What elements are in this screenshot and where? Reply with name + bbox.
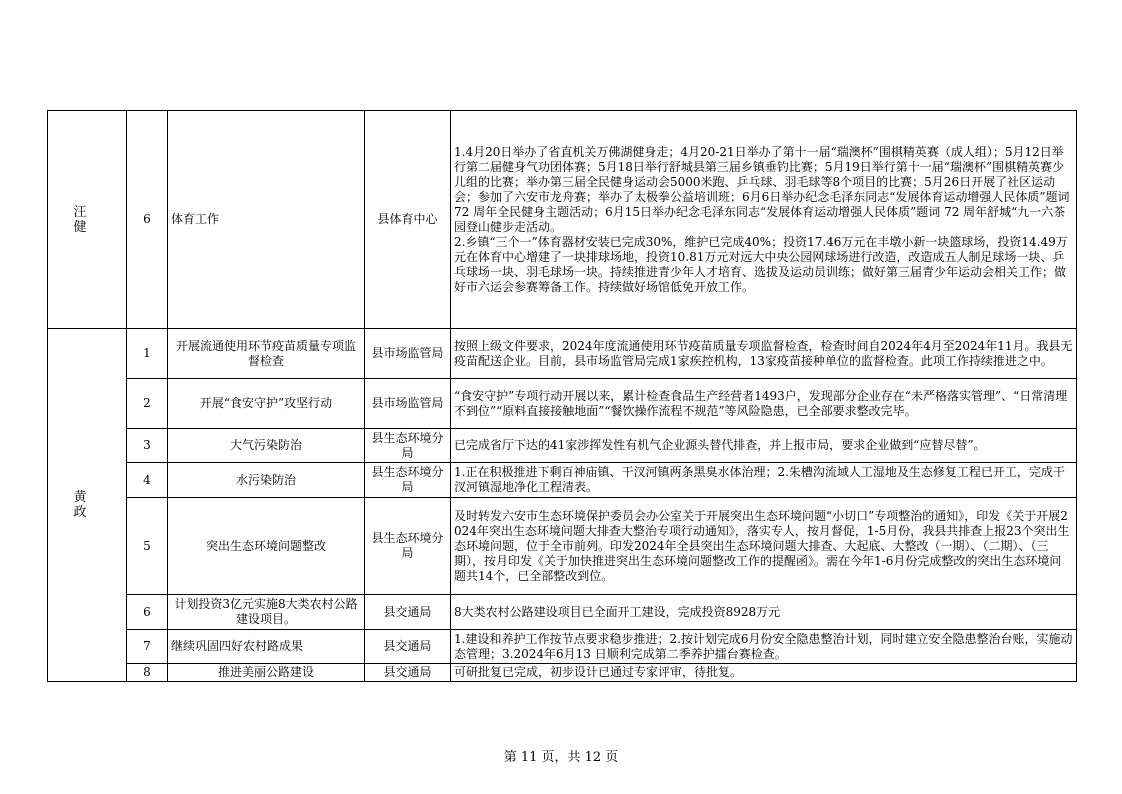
content-cell: 1.正在积极推进下剩百神庙镇、干汊河镇两条黑臭水体治理；2.朱槽沟流域人工湿地及生态修复工程已开工，完成干汊河镇湿地净化工程清表。 bbox=[451, 463, 1077, 498]
table-row bbox=[48, 498, 1077, 595]
task-cell: 继续巩固四好农村路成果 bbox=[168, 630, 365, 664]
table-row bbox=[48, 664, 1077, 682]
content-cell: 8大类农村公路建设项目已全面开工建设，完成投资8928万元 bbox=[451, 595, 1077, 630]
task-cell: 体育工作 bbox=[168, 111, 365, 329]
unit-cell: 县生态环境分局 bbox=[365, 429, 451, 463]
number-cell: 1 bbox=[127, 329, 168, 379]
content-cell: 及时转发六安市生态环境保护委员会办公室关于开展突出生态环境问题“小切口”专项整治的通知》，印发《关于开展2024年突出生态环境问题大排查大整治专项行动通知》，落实专人，按月督促，1-5月份，我县共排查上报23个突出生态环境问题，位于全市前列。印发2024年全县突出生态环境问题大排查、大起底、大整改（一期）、（二期）、（三期），按月印发《关于加快推进突出生态环境问题整改工作的提醒函》。需在今年1-6月份完成整改的突出生态环境问题共14个，已全部整改到位。 bbox=[451, 498, 1077, 595]
table-row bbox=[48, 630, 1077, 664]
unit-cell: 县生态环境分局 bbox=[365, 463, 451, 498]
table-row bbox=[48, 329, 1077, 379]
unit-cell: 县交通局 bbox=[365, 595, 451, 630]
table-row bbox=[48, 111, 1077, 329]
task-cell: 开展“食安守护”攻坚行动 bbox=[168, 379, 365, 429]
content-cell: 1.建设和养护工作按节点要求稳步推进；2.按计划完成6月份安全隐患整治计划，同时建立安全隐患整治台账，实施动态管理；3.2024年6月13 日顺利完成第二季养护擂台赛检查。 bbox=[451, 630, 1077, 664]
number-cell: 6 bbox=[127, 111, 168, 329]
number-cell: 7 bbox=[127, 630, 168, 664]
unit-cell: 县交通局 bbox=[365, 630, 451, 664]
task-cell: 大气污染防治 bbox=[168, 429, 365, 463]
person-cell: 汪 健 bbox=[48, 111, 127, 329]
unit-cell: 县体育中心 bbox=[365, 111, 451, 329]
page-footer: 第 11 页，共 12 页 bbox=[503, 750, 619, 765]
number-cell: 4 bbox=[127, 463, 168, 498]
content-cell: 已完成省厅下达的41家涉挥发性有机气企业源头替代排查，并上报市局，要求企业做到“应替尽替”。 bbox=[451, 429, 1077, 463]
task-cell: 开展流通使用环节疫苗质量专项监督检查 bbox=[168, 329, 365, 379]
content-text: 1.4月20日举办了省直机关万佛湖健身走；4月20-21日举办了第十一届“瑞澳杯”围棋精英赛（成人组）；5月12日举行第二届健身气功团体赛；5月18日举行舒城县第三届乡镇垂钓比赛；5月19日举行第十一届“瑞澳杯”围棋精英赛少儿组的比赛；举办第三届全民健身运动会5000米跑、乒乓球、羽毛球等8个项目的比赛；5月26日开展了社区运动会；参加了六安市龙舟赛；举办了太极拳公益培训班；6月6日举办纪念毛泽东同志“发展体育运动增强人民体质”题词 72 周年全民健身主题活动；6月15日举办纪念毛泽东同志“发展体育运动增强人民体质”题词 72 周年舒城“九一六茶园登山健步走活动。 2.乡镇“三个一”体育器材安装已完成30%，维护已完成40%；投资17.46万元在丰墩小新一块篮球场，投资14.49万元在体育中心增建了一块排球场地，投资10.81万元对远大中央公园网球场进行改造，改造成五人制足球场一块、乒乓球场一块、羽毛球场一块。持续推进青少年人才培育、选拔及运动员训练；做好第三届青少年运动会相关工作；做好市六运会参赛筹备工作。持续做好场馆低免开放工作。 bbox=[454, 144, 1070, 294]
table-row bbox=[48, 595, 1077, 630]
work-progress-table bbox=[47, 110, 1077, 682]
table-row bbox=[48, 429, 1077, 463]
unit-cell: 县交通局 bbox=[365, 664, 451, 682]
number-cell: 5 bbox=[127, 498, 168, 595]
person-cell: 黄 政 bbox=[48, 329, 127, 682]
content-cell bbox=[451, 111, 1077, 329]
content-cell: 按照上级文件要求，2024年度流通使用环节疫苗质量专项监督检查，检查时间自2024年4月至2024年11月。我县无疫苗配送企业。目前，县市场监管局完成1家疾控机构，13家疫苗接种单位的监督检查。此项工作持续推进之中。 bbox=[451, 329, 1077, 379]
task-cell: 水污染防治 bbox=[168, 463, 365, 498]
table-row bbox=[48, 379, 1077, 429]
task-cell: 突出生态环境问题整改 bbox=[168, 498, 365, 595]
table-row bbox=[48, 463, 1077, 498]
unit-cell: 县市场监管局 bbox=[365, 379, 451, 429]
number-cell: 8 bbox=[127, 664, 168, 682]
content-cell: “食安守护”专项行动开展以来，累计检查食品生产经营者1493户，发现部分企业存在“未严格落实管理”、“日常清理不到位”“原料直接接触地面”“餐饮操作流程不规范”等风险隐患，已全部要求整改完毕。 bbox=[451, 379, 1077, 429]
number-cell: 6 bbox=[127, 595, 168, 630]
unit-cell: 县市场监管局 bbox=[365, 329, 451, 379]
unit-cell: 县生态环境分局 bbox=[365, 498, 451, 595]
task-cell: 推进美丽公路建设 bbox=[168, 664, 365, 682]
content-cell: 可研批复已完成，初步设计已通过专家评审，待批复。 bbox=[451, 664, 1077, 682]
number-cell: 2 bbox=[127, 379, 168, 429]
number-cell: 3 bbox=[127, 429, 168, 463]
task-cell: 计划投资3亿元实施8大类农村公路建设项目。 bbox=[168, 595, 365, 630]
